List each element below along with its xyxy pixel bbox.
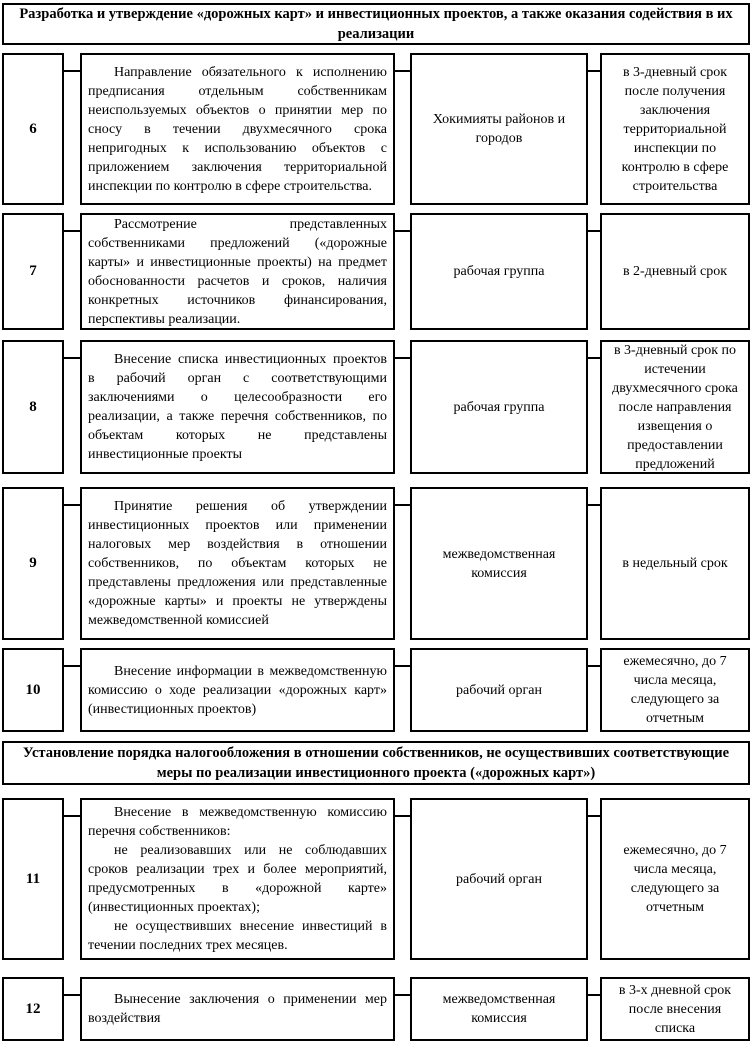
step-number: 9 xyxy=(2,487,64,640)
step-description-text: не осуществивших внесение инвестиций в течении последних трех месяцев. xyxy=(88,919,387,953)
flow-row-9 xyxy=(0,487,754,640)
step-description xyxy=(80,648,395,732)
step-number: 8 xyxy=(2,340,64,474)
step-deadline: в 3-дневный срок по истечении двухмесячного срока после направления извещения о предоставлении предложений xyxy=(600,340,750,474)
step-description-text: Внесение списка инвестиционных проектов в рабочий орган с соответствующими заключениями о целесообразности его реализации, а также перечня собственников, по объектам которых не представлены инвестиционные проекты xyxy=(88,352,387,462)
connector-line xyxy=(64,504,80,506)
section-header-2: Установление порядка налогообложения в отношении собственников, не осуществивших соответствующие меры по реализации инвестиционного проекта («дорожных карт») xyxy=(2,741,750,785)
section-header-1: Разработка и утверждение «дорожных карт» и инвестиционных проектов, а также оказания содействия в их реализации xyxy=(2,3,750,45)
connector-line xyxy=(588,357,600,359)
step-description xyxy=(80,798,395,960)
step-responsible: рабочий орган xyxy=(410,648,588,732)
flow-row-12 xyxy=(0,977,754,1041)
flow-row-7 xyxy=(0,213,754,330)
step-description-text: Принятие решения об утверждении инвестиционных проектов или применении налоговых мер воздействия в отношении собственников, по объектам которых не представлены предложения или представленные «дорожные карты» и проекты не утверждены межведомственной комиссией xyxy=(88,499,387,628)
step-description-text: Рассмотрение представленных собственниками предложений («дорожные карты» и инвестиционные проекты) на предмет обоснованности расчетов и сроков, наличия конкретных источников финансирования, перспективы реализации. xyxy=(88,216,387,327)
step-deadline: в 2-дневный срок xyxy=(600,213,750,330)
step-description xyxy=(80,487,395,640)
step-description xyxy=(80,53,395,205)
connector-line xyxy=(588,665,600,667)
flow-row-11 xyxy=(0,798,754,960)
connector-line xyxy=(64,665,80,667)
step-description-text: Внесение информации в межведомственную комиссию о ходе реализации «дорожных карт» (инвестиционных проектов) xyxy=(88,663,387,717)
step-number: 7 xyxy=(2,213,64,330)
step-description-text: Направление обязательного к исполнению предписания отдельным собственникам неиспользуемых объектов о принятии мер по сносу в течении двухмесячного срока непригодных к использованию объектов с приложением заключения территориальной инспекции по контролю в сфере строительства. xyxy=(88,64,387,194)
connector-line xyxy=(395,357,410,359)
step-description-text: не реализовавших или не соблюдавших сроков реализации трех и более мероприятий, предусмотренных в «дорожной карте» (инвестиционных проектах); xyxy=(88,843,387,915)
flow-row-6 xyxy=(0,53,754,205)
step-responsible: рабочая группа xyxy=(410,213,588,330)
connector-line xyxy=(64,70,80,72)
connector-line xyxy=(395,70,410,72)
step-deadline: в 3-х дневной срок после внесения списка xyxy=(600,977,750,1041)
connector-line xyxy=(64,994,80,996)
step-responsible: Хокимияты районов и городов xyxy=(410,53,588,205)
step-description xyxy=(80,977,395,1041)
connector-line xyxy=(64,230,80,232)
connector-line xyxy=(395,504,410,506)
step-responsible: межведомственная комиссия xyxy=(410,977,588,1041)
step-deadline: ежемесячно, до 7 числа месяца, следующего за отчетным xyxy=(600,648,750,732)
connector-line xyxy=(588,70,600,72)
connector-line xyxy=(64,815,80,817)
connector-line xyxy=(64,357,80,359)
flow-row-10 xyxy=(0,648,754,732)
step-deadline: ежемесячно, до 7 числа месяца, следующего за отчетным xyxy=(600,798,750,960)
step-responsible: рабочая группа xyxy=(410,340,588,474)
step-description xyxy=(80,340,395,474)
step-responsible: межведомственная комиссия xyxy=(410,487,588,640)
step-number: 10 xyxy=(2,648,64,732)
step-deadline: в недельный срок xyxy=(600,487,750,640)
connector-line xyxy=(588,504,600,506)
connector-line xyxy=(588,230,600,232)
step-description-text: Вынесение заключения о применении мер воздействия xyxy=(88,992,387,1026)
connector-line xyxy=(395,230,410,232)
step-responsible: рабочий орган xyxy=(410,798,588,960)
connector-line xyxy=(588,994,600,996)
connector-line xyxy=(395,815,410,817)
step-deadline: в 3-дневный срок после получения заключения территориальной инспекции по контролю в сфере строительства xyxy=(600,53,750,205)
connector-line xyxy=(588,815,600,817)
step-number: 12 xyxy=(2,977,64,1041)
step-number: 6 xyxy=(2,53,64,205)
flow-row-8 xyxy=(0,340,754,474)
connector-line xyxy=(395,994,410,996)
step-number: 11 xyxy=(2,798,64,960)
step-description-text: Внесение в межведомственную комиссию перечня собственников: xyxy=(88,805,387,839)
step-description xyxy=(80,213,395,330)
connector-line xyxy=(395,665,410,667)
